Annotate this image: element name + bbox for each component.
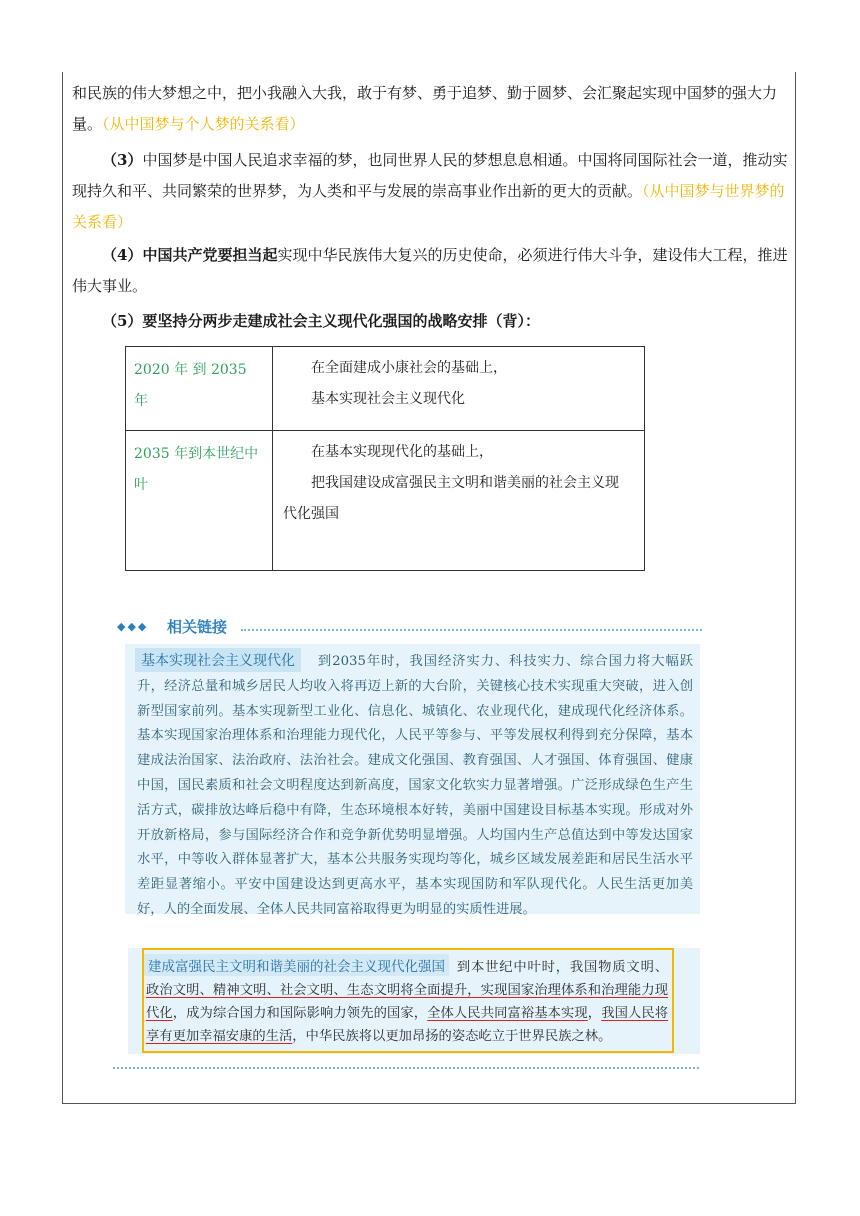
related-links-header: [117, 616, 702, 638]
related-card-2050: [128, 948, 700, 1054]
card-2035-tag: 基本实现社会主义现代化: [135, 648, 301, 672]
underlined-text: 全体人民共同富裕基本实现: [427, 1006, 588, 1021]
card-2050-text-part: ，成为综合国力和国际影响力领先的国家，: [172, 1006, 428, 1021]
desc-cell: [273, 347, 645, 431]
dotted-divider: [241, 629, 702, 631]
point-4-text: 实现中华民族伟大复兴的历史使命，必须进行伟大斗争，建设伟大工程，推进伟大事业。: [72, 246, 788, 295]
period-cell: 2035 年到本世纪中叶: [126, 431, 273, 571]
desc-line: 在全面建成小康社会的基础上，: [311, 360, 507, 376]
point-3-hint: （从中国梦与世界梦的关系看）: [72, 182, 785, 231]
top-hint: （从中国梦与个人梦的关系看）: [102, 115, 305, 133]
strategy-table: [125, 346, 645, 571]
bottom-dotted-divider: [113, 1067, 699, 1069]
card-2050-tag: 建成富强民主文明和谐美丽的社会主义现代化强国: [144, 954, 449, 976]
desc-line: 把我国建设成富强民主文明和谐美丽的社会主义现代化强国: [283, 475, 619, 522]
desc-cell: [273, 431, 645, 571]
point-4-number: （4）: [102, 246, 143, 264]
related-links-title: 相关链接: [167, 618, 228, 636]
underlined-text: 我国人民将享有更加幸福安康的生活: [146, 1006, 669, 1044]
desc-line: 基本实现社会主义现代化: [311, 391, 465, 407]
point-3-text: 中国梦是中国人民追求幸福的梦，也同世界人民的梦想息息相通。中国将同国际社会一道，推动实现持久和平、共同繁荣的世界梦，为人类和平与发展的崇高事业作出新的更大的贡献。: [72, 151, 788, 200]
point-3-number: （3）: [102, 151, 143, 169]
table-row: [126, 347, 645, 431]
diamond-icon: ◆◆◆: [117, 620, 149, 633]
card-2035-text: [137, 650, 693, 923]
highlight-box: [142, 948, 674, 1053]
card-2050-text-part: ，: [587, 1006, 602, 1021]
point-4: [72, 240, 788, 302]
point-3: [72, 145, 788, 238]
card-2035-body: 到2035年时，我国经济实力、科技实力、综合国力将大幅跃升，经济总量和城乡居民人均收入将再迈上新的大台阶，关键核心技术实现重大突破，进入创新型国家前列。基本实现新型工业化、信息化、城镇化、农业现代化，建成现代化经济体系。基本实现国家治理体系和治理能力现代化，人民平等参与、平等发展权利得到充分保障，基本建成法治国家、法治政府、法治社会。建成文化强国、教育强国、人才强国、体育强国、健康中国，国民素质和社会文明程度达到新高度，国家文化软实力显著增强。广泛形成绿色生产生活方式，碳排放达峰后稳中有降，生态环境根本好转，美丽中国建设目标基本实现。形成对外开放新格局，参与国际经济合作和竞争新优势明显增强。人均国内生产总值达到中等发达国家水平，中等收入群体显著扩大，基本公共服务实现均等化，城乡区域发展差距和居民生活水平差距显著缩小。平安中国建设达到更高水平，基本实现国防和军队现代化。人民生活更加美好，人的全面发展、全体人民共同富裕取得更为明显的实质性进展。: [137, 654, 693, 917]
top-paragraph: [72, 78, 788, 140]
point-4-bold: 中国共产党要担当起: [142, 246, 278, 264]
card-2050-text-part: ，中华民族将以更加昂扬的姿态屹立于世界民族之林。: [292, 1029, 612, 1044]
underlined-text: 政治文明、精神文明、社会文明、生态文明将全面提升，实现国家治理体系和治理能力现代化: [146, 983, 668, 1021]
period-cell: 2020 年 到 2035 年: [126, 347, 273, 431]
top-text: 和民族的伟大梦想之中，把小我融入大我，敢于有梦、勇于追梦、勤于圆梦、会汇聚起实现中国梦的强大力量。: [72, 84, 778, 133]
table-row: [126, 431, 645, 571]
desc-line: 在基本实现现代化的基础上，: [311, 444, 493, 460]
related-card-2035: [125, 644, 700, 917]
card-2050-text-part: 到本世纪中叶时，我国物质文明、: [456, 960, 668, 975]
point-5-title: （5）要坚持分两步走建成社会主义现代化强国的战略安排（背）：: [102, 312, 540, 330]
